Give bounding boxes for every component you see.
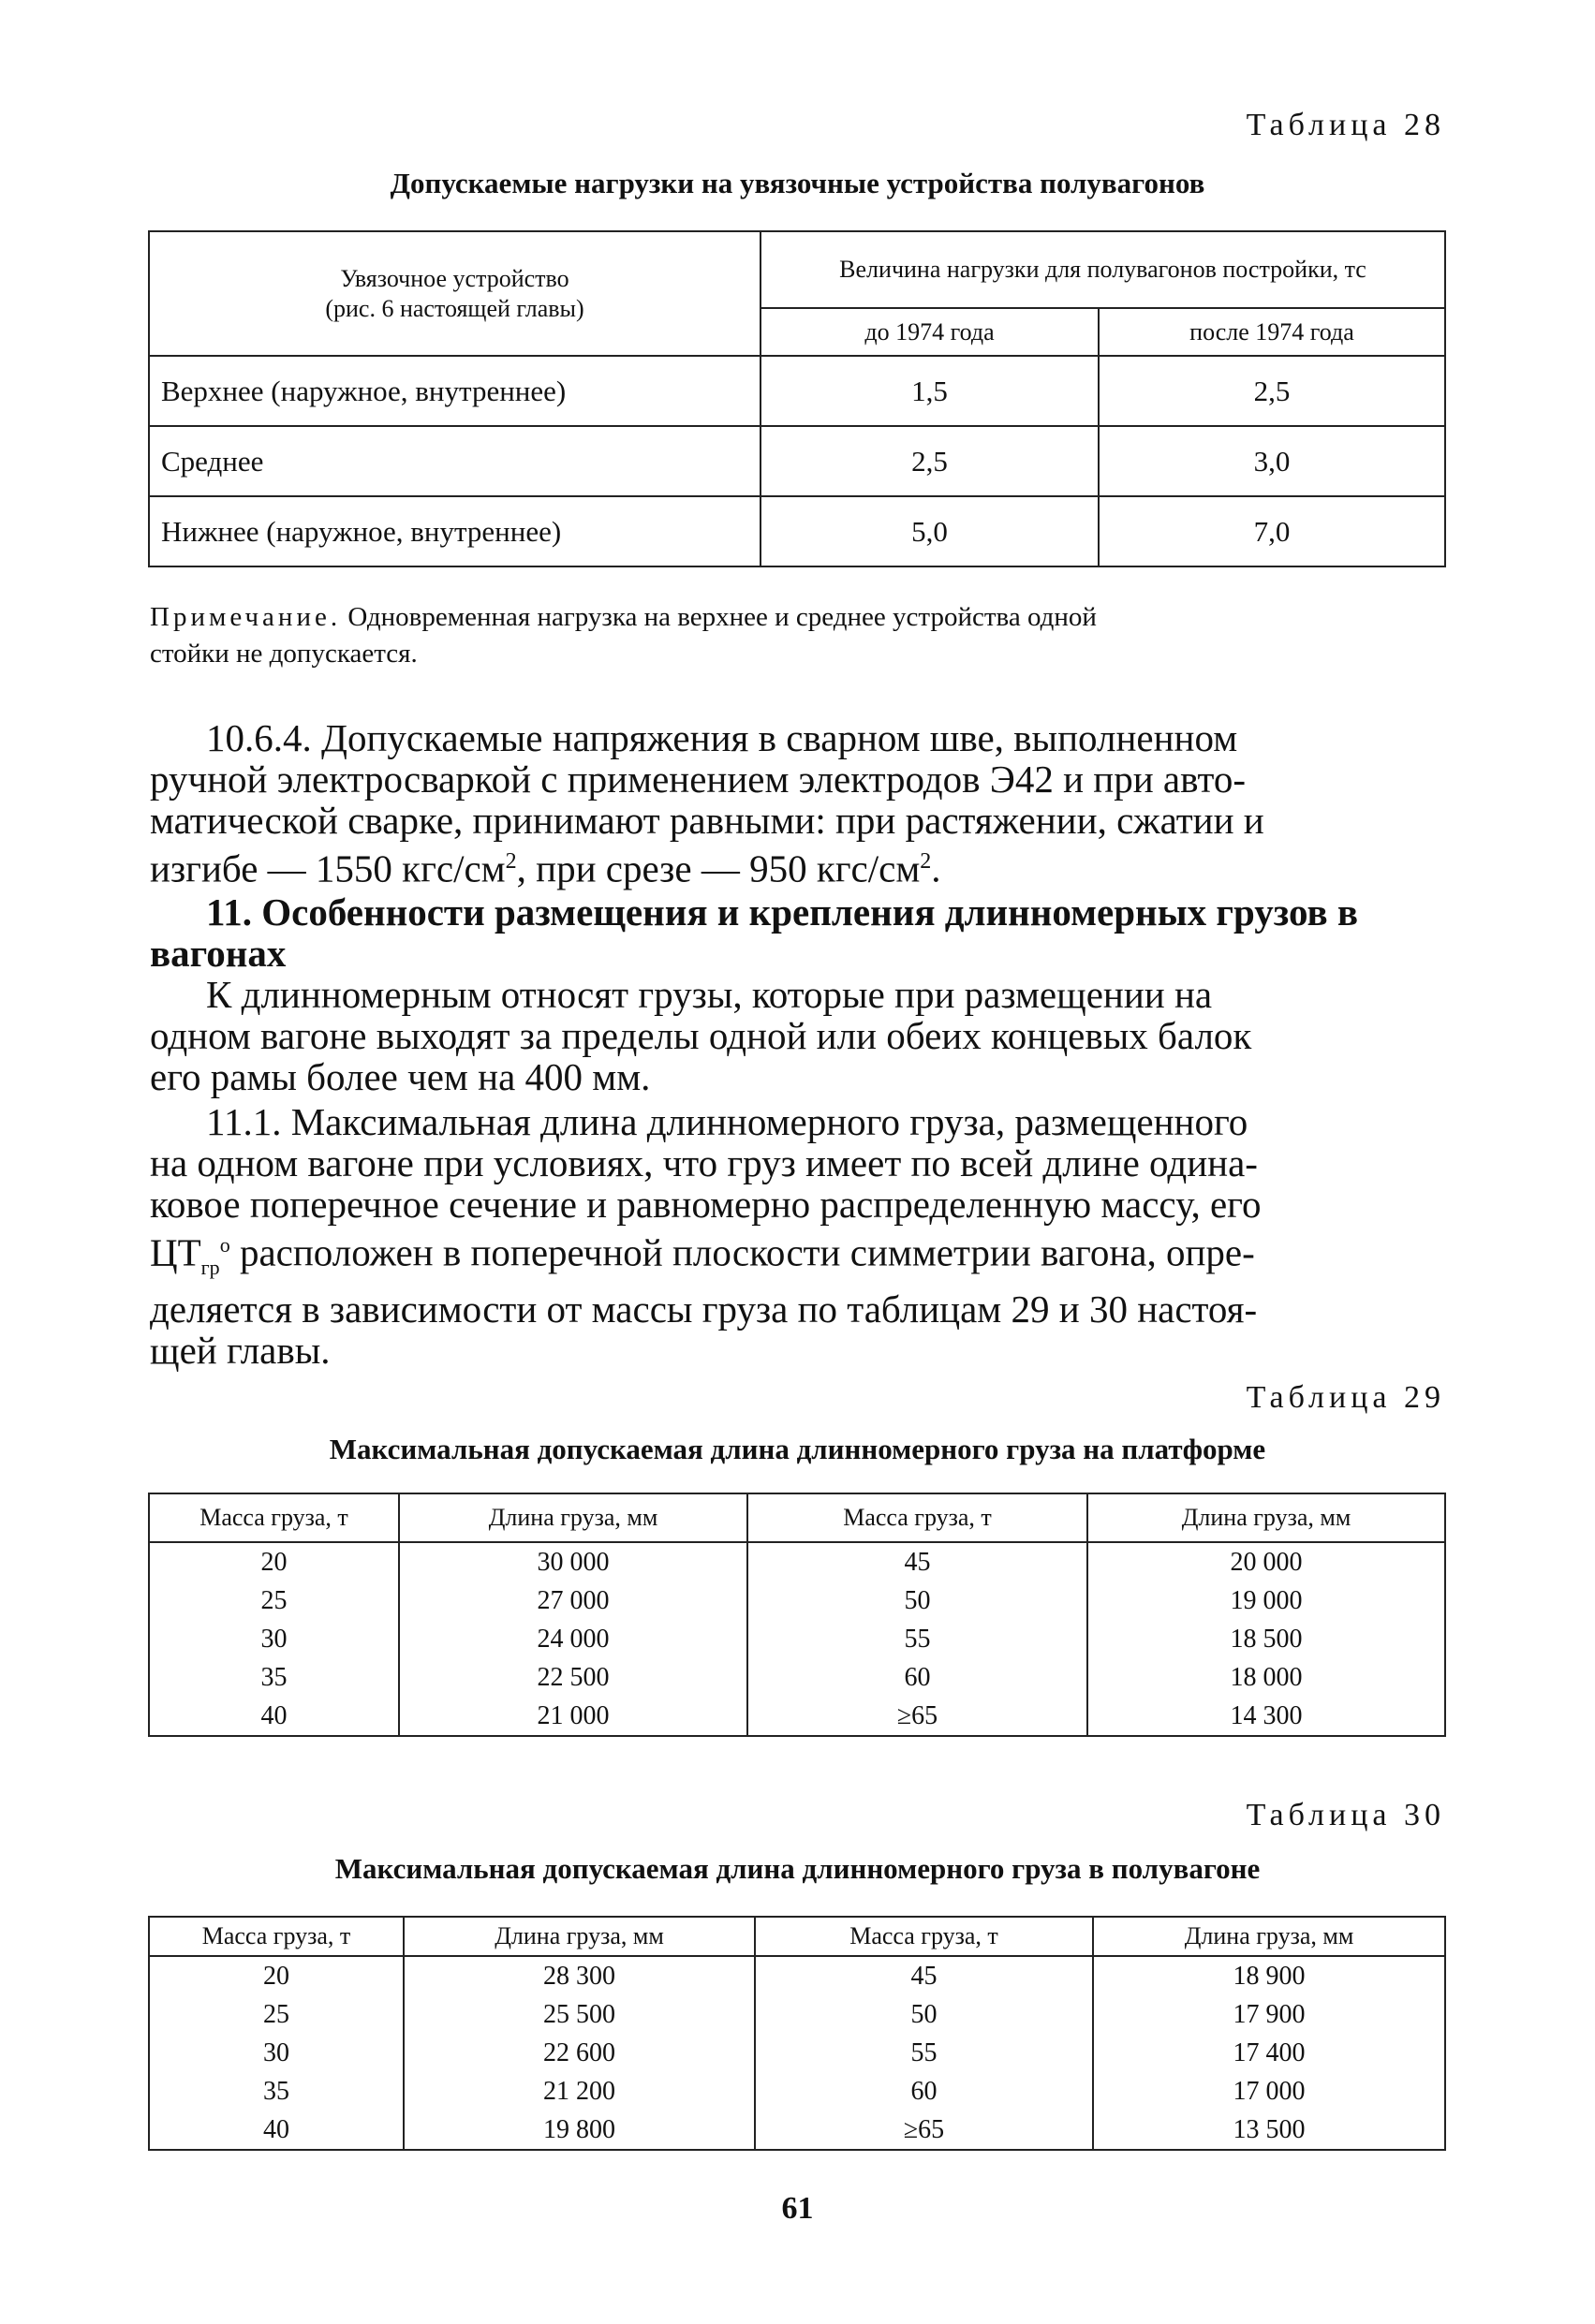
after-cell: 7,0 [1099, 496, 1445, 566]
table-30-number: Таблица 30 [1246, 1798, 1445, 1832]
before-cell: 5,0 [761, 496, 1099, 566]
header-mass-1: Масса груза, т [149, 1493, 399, 1542]
table-29-title: Максимальная допускаемая длина длинномерного груза на платформе [329, 1433, 1266, 1465]
table-row: 35 22 500 60 18 000 [149, 1658, 1445, 1697]
table-29 [148, 1493, 1446, 1737]
page-number: 61 [781, 2191, 814, 2226]
table-28-title: Допускаемые нагрузки на увязочные устройства полувагонов [390, 167, 1205, 199]
table-row: 30 22 600 55 17 400 [149, 2034, 1445, 2072]
before-cell: 2,5 [761, 426, 1099, 496]
table-row [149, 496, 1445, 566]
header-length-2: Длина груза, мм [1093, 1917, 1445, 1956]
paragraph-11-1: 11.1. Максимальная длина длинномерного груза, размещенного на одном вагоне при условиях, что груз имеет по всей длине одина- ковое поперечное сечение и равномерно распределенную массу, его $ЦТ_{гр}^о$ расположен в поперечной плоскости симметрии вагона, опре- деляется в зависимости от массы груза по таблицам 29 и 30 настоя- щей главы. [150, 1100, 1262, 1372]
header-length-1: Длина груза, мм [399, 1493, 747, 1542]
table-row: 40 21 000 ≥65 14 300 [149, 1697, 1445, 1736]
header-length-2: Длина груза, мм [1087, 1493, 1445, 1542]
table-30 [148, 1916, 1446, 2151]
table-28-header-before: до 1974 года [761, 308, 1099, 356]
after-cell: 3,0 [1099, 426, 1445, 496]
table-row: 25 25 500 50 17 900 [149, 1995, 1445, 2034]
table-row: 35 21 200 60 17 000 [149, 2072, 1445, 2111]
after-cell: 2,5 [1099, 356, 1445, 426]
table-28-header-device: Увязочное устройство (рис. 6 настоящей главы) [149, 231, 761, 356]
header-mass-2: Масса груза, т [755, 1917, 1093, 1956]
device-cell: Верхнее (наружное, внутреннее) [149, 356, 761, 426]
table-row: 25 27 000 50 19 000 [149, 1581, 1445, 1620]
note-label: Примечание. [150, 602, 342, 632]
table-row: 20 30 000 45 20 000 [149, 1542, 1445, 1581]
header-length-1: Длина груза, мм [404, 1917, 755, 1956]
paragraph-10-6-4: 10.6.4. Допускаемые напряжения в сварном шве, выполненном ручной электросваркой с применением электродов Э42 и при авто- матической сварке, принимают равными: при растяжении, сжатии и изгибе — 1550 кгс/$см^2$, при срезе — 950 кгс/$см^2$. [150, 716, 1264, 890]
section-11-heading: 11. Особенности размещения и крепления длинномерных грузов в вагонах [150, 890, 1359, 975]
table-29-number: Таблица 29 [1246, 1380, 1445, 1415]
table-row: 30 24 000 55 18 500 [149, 1620, 1445, 1658]
table-28-header-after: после 1974 года [1099, 308, 1445, 356]
table-28 [148, 230, 1446, 567]
table-28-note: Примечание. Одновременная нагрузка на верхнее и среднее устройства одной стойки не допускается. [150, 602, 1097, 669]
table-row: 20 28 300 45 18 900 [149, 1956, 1445, 1995]
paragraph-11-intro: К длинномерным относят грузы, которые при размещении на одном вагоне выходят за пределы одной или обеих концевых балок его рамы более чем на 400 мм. [150, 973, 1252, 1098]
table-row: 40 19 800 ≥65 13 500 [149, 2111, 1445, 2150]
header-mass-2: Масса груза, т [747, 1493, 1087, 1542]
table-30-title: Максимальная допускаемая длина длинномерного груза в полувагоне [334, 1852, 1261, 1885]
table-28-number: Таблица 28 [1246, 108, 1445, 142]
table-28-header-load: Величина нагрузки для полувагонов постройки, тс [761, 231, 1445, 308]
table-row [149, 426, 1445, 496]
header-mass-1: Масса груза, т [149, 1917, 404, 1956]
before-cell: 1,5 [761, 356, 1099, 426]
device-cell: Нижнее (наружное, внутреннее) [149, 496, 761, 566]
device-cell: Среднее [149, 426, 761, 496]
table-row [149, 356, 1445, 426]
